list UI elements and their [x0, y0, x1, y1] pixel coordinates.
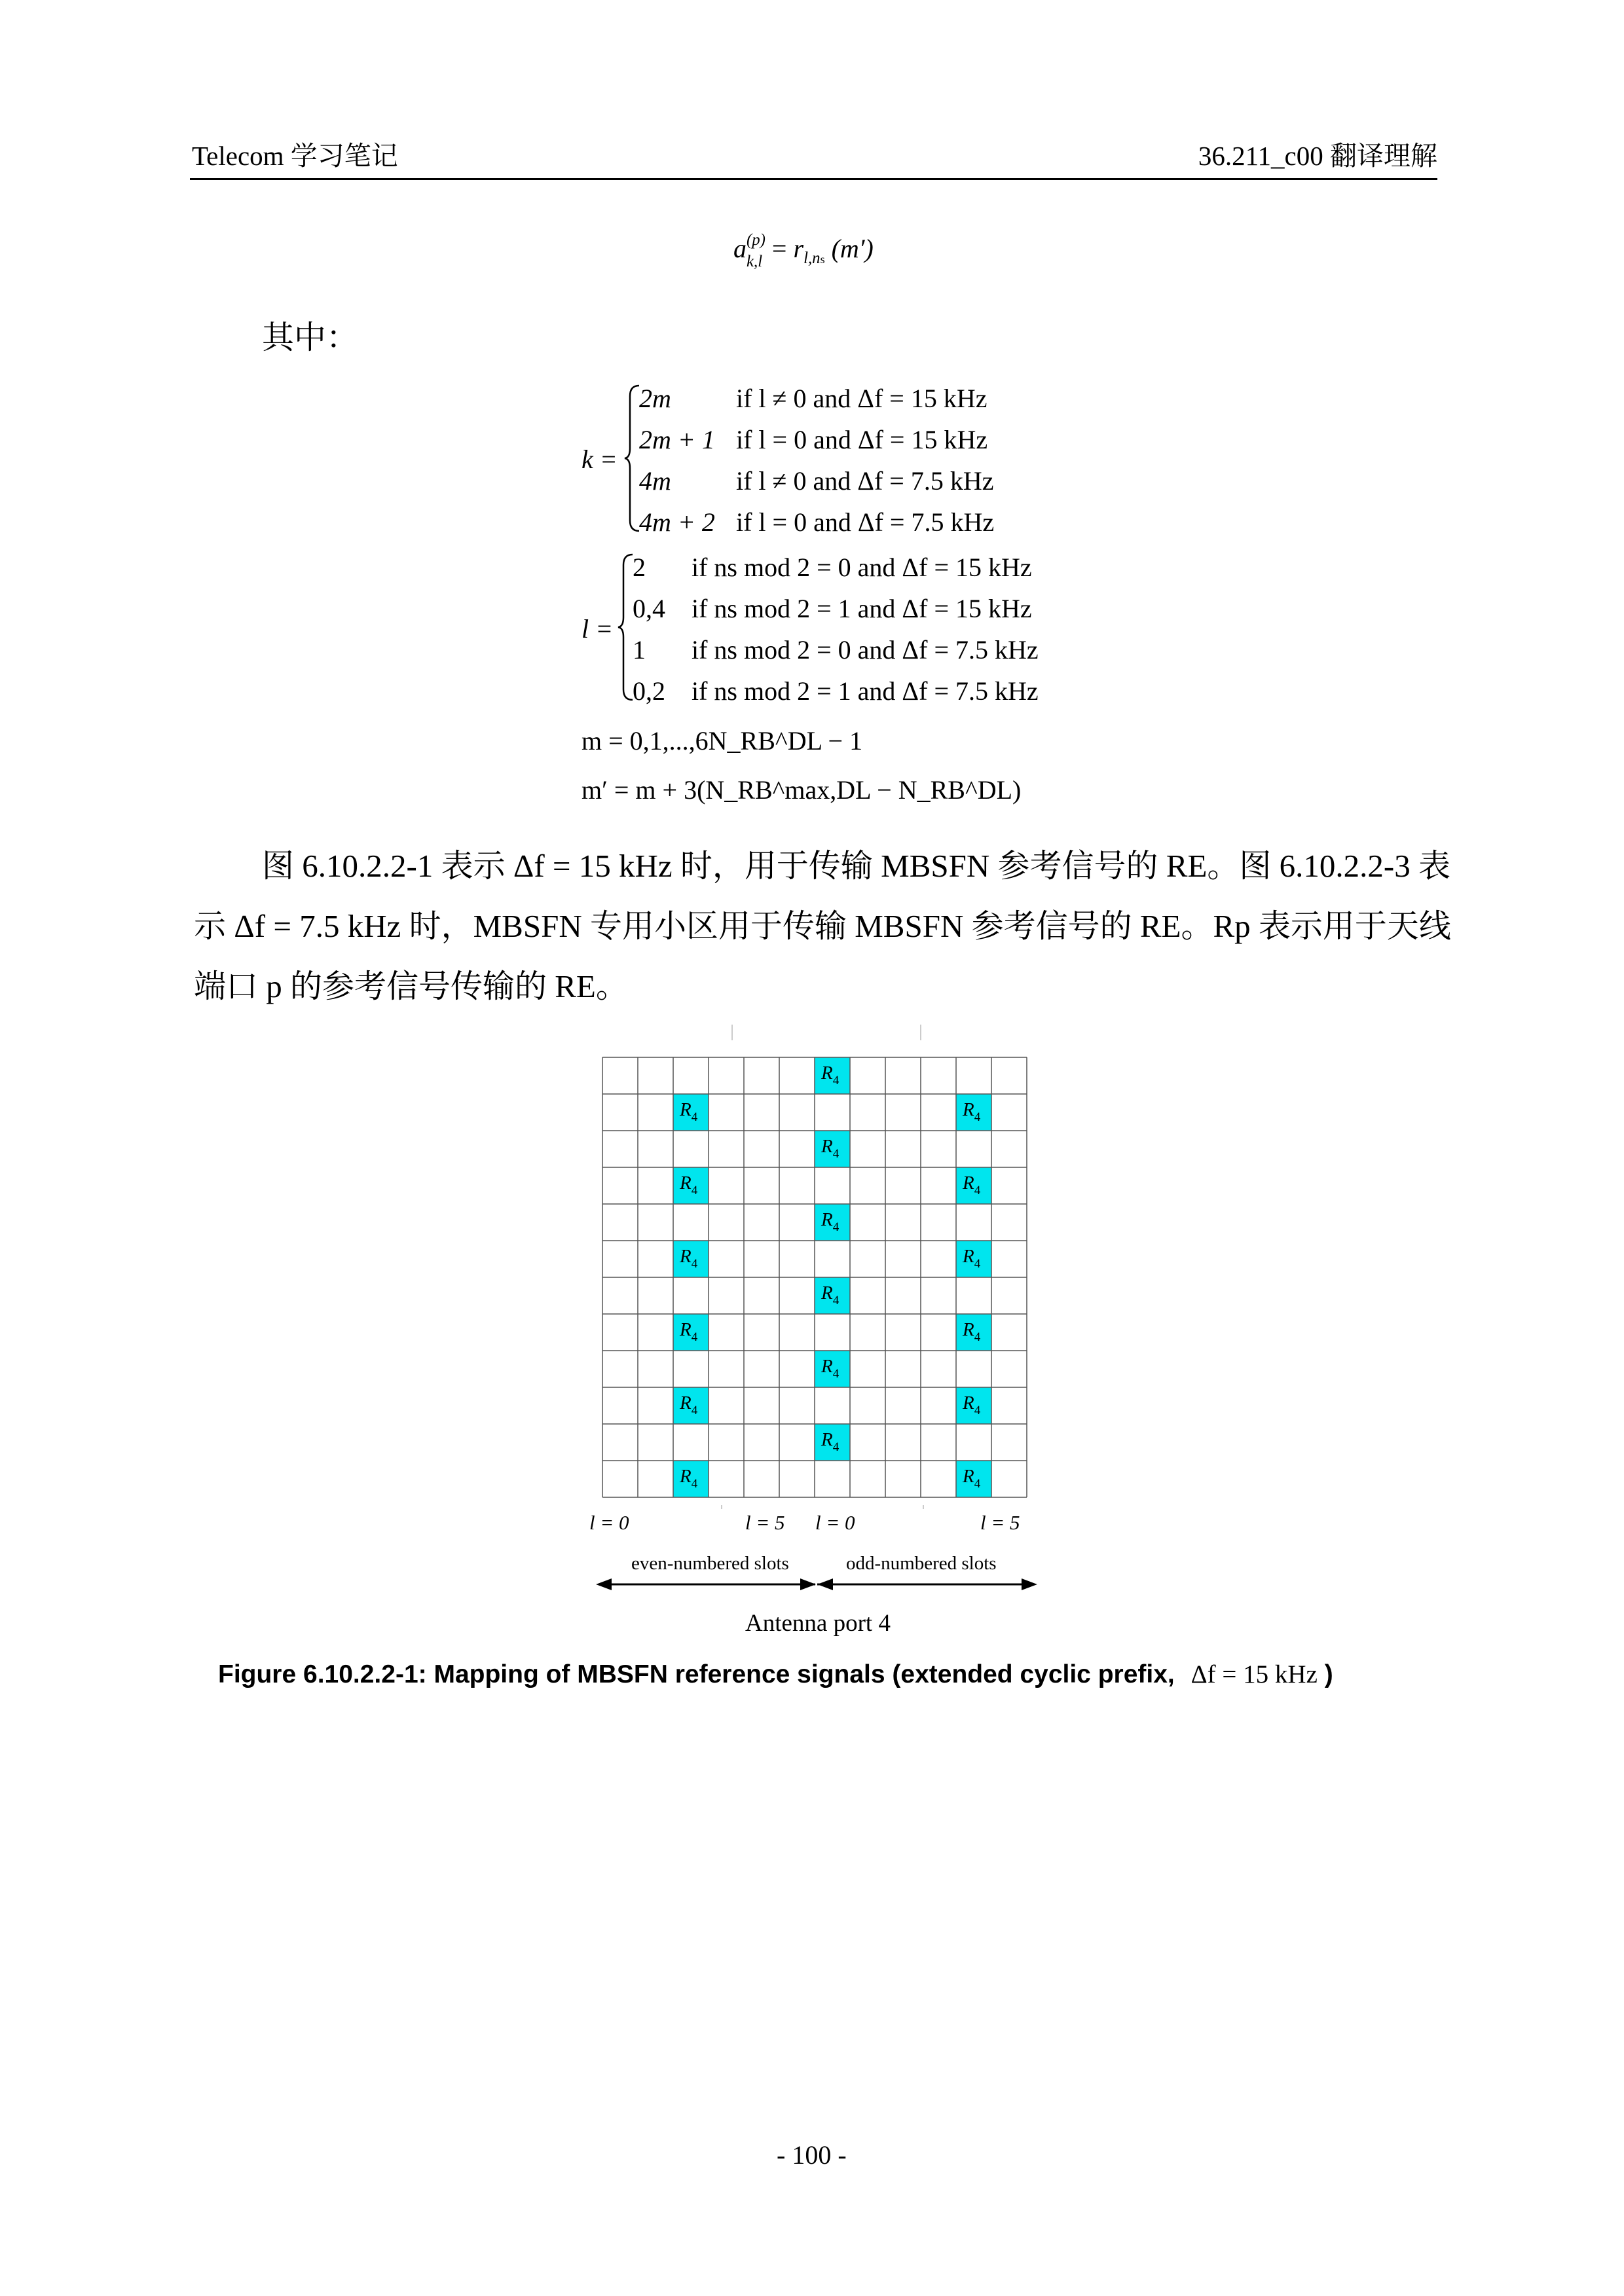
reference-signal-label: $R_4$ [963, 1173, 981, 1197]
paragraph [194, 836, 1451, 1017]
slot-arrows [596, 1575, 1038, 1594]
even-slots-right-arrowhead [800, 1578, 816, 1590]
header-right: 36.211_c00 翻译理解 [1198, 141, 1437, 171]
reference-signal-label: $R_4$ [963, 1099, 981, 1124]
figure-caption: Figure 6.10.2.2-1: Mapping of MBSFN reference signals (extended cyclic prefix, Δf = 15 kHz ) [218, 1660, 1333, 1688]
k-lhs: k = [581, 445, 618, 474]
reference-signal-label: $R_4$ [963, 1466, 981, 1491]
odd-slots-right-arrowhead [1022, 1578, 1037, 1590]
reference-signal-label: $R_4$ [680, 1319, 698, 1344]
reference-signal-label: $R_4$ [680, 1393, 698, 1417]
reference-signal-label: $R_4$ [680, 1173, 698, 1197]
reference-signal-label: $R_4$ [821, 1283, 840, 1307]
reference-signal-label: $R_4$ [821, 1209, 840, 1234]
l-case-3: 0,2 if ns mod 2 = 1 and Δf = 7.5 kHz [633, 676, 1039, 706]
paragraph-line-3: 端口 p 的参考信号传输的 RE。 [194, 968, 628, 1004]
m-def: m = 0,1,...,6N_RB^DL − 1 [581, 726, 863, 756]
axis-label-3: l = 5 [980, 1511, 1020, 1534]
header-left: Telecom 学习笔记 [192, 141, 398, 171]
axis-label-1: l = 5 [745, 1511, 785, 1534]
reference-signal-label: $R_4$ [680, 1246, 698, 1271]
k-case-2: 4m if l ≠ 0 and Δf = 7.5 kHz [639, 466, 994, 496]
k-case-3: 4m + 2 if l = 0 and Δf = 7.5 kHz [639, 507, 995, 537]
even-slots-label: even-numbered slots [631, 1553, 789, 1574]
reference-signal-label: $R_4$ [821, 1429, 840, 1454]
k-case-0: 2m if l ≠ 0 and Δf = 15 kHz [639, 384, 987, 413]
l-case-2: 1 if ns mod 2 = 0 and Δf = 7.5 kHz [633, 635, 1039, 665]
reference-signal-label: $R_4$ [821, 1356, 840, 1381]
k-case-1: 2m + 1 if l = 0 and Δf = 15 kHz [639, 425, 988, 454]
reference-signal-label: $R_4$ [680, 1099, 698, 1124]
odd-slots-left-arrowhead [817, 1578, 833, 1590]
mprime-def: m′ = m + 3(N_RB^max,DL − N_RB^DL) [581, 775, 1022, 805]
l-case-0: 2 if ns mod 2 = 0 and Δf = 15 kHz [633, 553, 1032, 582]
k-cases [639, 383, 994, 548]
reference-signal-label: $R_4$ [963, 1246, 981, 1271]
page-number: - 100 - [777, 2140, 847, 2170]
axis-label-2: l = 0 [815, 1511, 855, 1534]
equation-main: a (p) k,l = $r_{l,ns}$ (m′) [733, 231, 874, 270]
l-case-1: 0,4 if ns mod 2 = 1 and Δf = 15 kHz [633, 594, 1032, 623]
reference-signal-label: $R_4$ [821, 1063, 840, 1087]
axis-label-0: l = 0 [589, 1511, 629, 1534]
antenna-port-label: Antenna port 4 [745, 1610, 891, 1637]
l-lhs: l = [581, 614, 614, 644]
reference-signal-label: $R_4$ [821, 1136, 840, 1161]
l-cases [633, 552, 1039, 717]
reference-signal-label: $R_4$ [680, 1466, 698, 1491]
mbsfn-resource-grid [589, 1011, 1035, 1509]
paragraph-line-1: 图 6.10.2.2-1 表示 Δf = 15 kHz 时，用于传输 MBSFN 参考信号的 RE。图 6.10.2.2-3 表 [262, 848, 1450, 884]
reference-signal-label: $R_4$ [963, 1393, 981, 1417]
paragraph-line-2: 示 Δf = 7.5 kHz 时，MBSFN 专用小区用于传输 MBSFN 参考信号的 RE。Rp 表示用于天线 [194, 908, 1451, 944]
reference-signal-label: $R_4$ [963, 1319, 981, 1344]
where-label: 其中： [262, 319, 359, 355]
odd-slots-label: odd-numbered slots [846, 1553, 997, 1574]
header-rule [190, 178, 1437, 180]
even-slots-left-arrowhead [596, 1578, 612, 1590]
